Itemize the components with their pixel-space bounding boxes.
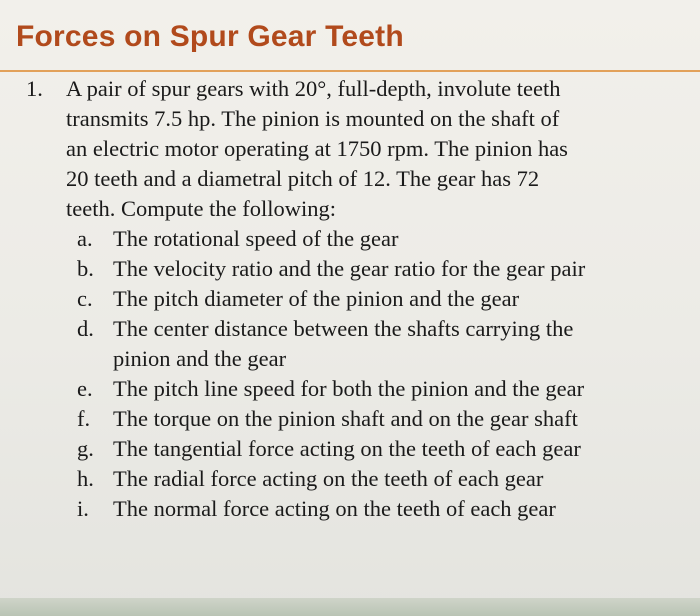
sub-question-text: The rotational speed of the gear xyxy=(113,226,399,251)
section-title: Forces on Spur Gear Teeth xyxy=(16,20,404,53)
sub-question-letter: h. xyxy=(77,466,94,491)
sub-question-letter: g. xyxy=(77,436,94,461)
sub-question-text: The tangential force acting on the teeth of each gear xyxy=(113,436,581,461)
problem-stem-line: 20 teeth and a diametral pitch of 12. The gear has 72 xyxy=(66,166,540,191)
sub-question-letter: e. xyxy=(77,376,93,401)
page-edge-strip xyxy=(0,598,700,616)
sub-question-text: The pitch line speed for both the pinion and the gear xyxy=(113,376,585,401)
sub-question-text: The radial force acting on the teeth of each gear xyxy=(113,466,544,491)
problem-stem-line: transmits 7.5 hp. The pinion is mounted on the shaft of xyxy=(66,106,560,131)
problem-stem-line: an electric motor operating at 1750 rpm. The pinion has xyxy=(66,136,568,161)
sub-question-letter: d. xyxy=(77,316,94,341)
section-header xyxy=(0,0,700,72)
sub-question-letter: c. xyxy=(77,286,93,311)
sub-question-text: pinion and the gear xyxy=(113,346,287,371)
sub-question-text: The center distance between the shafts carrying the xyxy=(113,316,574,341)
sub-question-text: The normal force acting on the teeth of each gear xyxy=(113,496,556,521)
sub-question-letter: a. xyxy=(77,226,93,251)
problem-number: 1. xyxy=(26,76,43,101)
sub-question-text: The torque on the pinion shaft and on the gear shaft xyxy=(113,406,578,431)
problem-stem-line: A pair of spur gears with 20°, full-depth, involute teeth xyxy=(66,76,561,101)
sub-question-letter: f. xyxy=(77,406,91,431)
sub-question-text: The pitch diameter of the pinion and the gear xyxy=(113,286,520,311)
sub-question-text: The velocity ratio and the gear ratio for the gear pair xyxy=(113,256,586,281)
sub-question-letter: b. xyxy=(77,256,94,281)
sub-question-letter: i. xyxy=(77,496,89,521)
problem-stem-line: teeth. Compute the following: xyxy=(66,196,336,221)
